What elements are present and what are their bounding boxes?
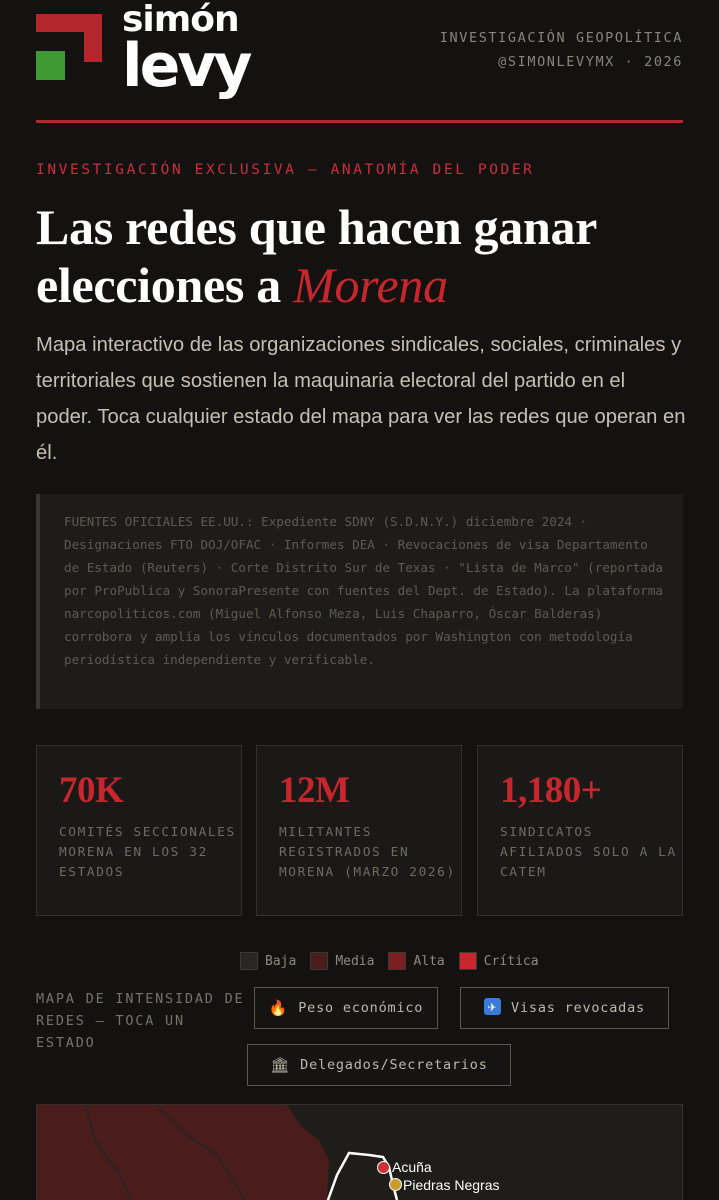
fire-icon: 🔥 [268, 999, 289, 1017]
sources-text: FUENTES OFICIALES EE.UU.: Expediente SDNY (S.D.N.Y.) diciembre 2024 · Designaciones FTO DOJ/OFAC · Informes DEA · Revocaciones de visa Departamento de Estado (Reuters) · Corte Distrito Sur de Texas · "Lista de Marco" (reportada por ProPublica y SonoraPresente con fuentes del Dept. de Estado). La plataforma narcopoliticos.com (Miguel Alfonso Meza, Luis Chaparro, Óscar Balderas) corrobora y amplía los vínculos documentados por Washington con metodología periodística independiente y verificable. [64, 514, 663, 667]
map-marker-acuna[interactable] [377, 1161, 390, 1174]
legend-label: Alta [413, 953, 445, 969]
legend-label: Crítica [483, 953, 539, 969]
button-label: Visas revocadas [511, 1000, 645, 1016]
filter-button-delegados[interactable] [247, 1044, 511, 1086]
map-border-line [319, 1153, 397, 1200]
passport-icon [484, 998, 501, 1019]
stat-label: SINDICATOS AFILIADOS SOLO A LA CATEM [500, 825, 677, 880]
interactive-map[interactable] [36, 1104, 683, 1200]
filter-button-peso-economico[interactable] [254, 987, 438, 1029]
legend-swatch [388, 952, 406, 970]
title-text: Las redes que hacen ganar elecciones a [36, 199, 597, 313]
header-meta [440, 26, 683, 74]
government-building-icon: 🏛 [270, 1056, 291, 1074]
map-marker-label: Acuña [392, 1159, 432, 1175]
legend-label: Baja [265, 953, 297, 969]
svg-text:✈: ✈ [487, 1000, 498, 1014]
map-state-region [37, 1105, 329, 1200]
header-divider [36, 120, 683, 123]
stat-value: 1,180+ [500, 770, 602, 811]
filter-button-visas-revocadas[interactable] [460, 987, 669, 1029]
logo-text-line2: levy [122, 31, 250, 101]
map-marker-piedras-negras[interactable] [389, 1178, 402, 1191]
stat-label: COMITÉS SECCIONALES MORENA EN LOS 32 ESTADOS [59, 825, 236, 880]
article-kicker: INVESTIGACIÓN EXCLUSIVA — ANATOMÍA DEL PODER [36, 162, 535, 178]
header-section-label: INVESTIGACIÓN GEOPOLÍTICA [439, 30, 683, 46]
legend-item-media [310, 952, 374, 970]
map-legend [240, 952, 539, 970]
stat-value: 70K [59, 770, 124, 811]
stat-label: MILITANTES REGISTRADOS EN MORENA (MARZO 2026) [279, 825, 456, 880]
legend-swatch [310, 952, 328, 970]
logo-text-line1: simón [122, 0, 239, 40]
article-title [36, 198, 686, 314]
map-section-label: MAPA DE INTENSIDAD DE REDES — TOCA UN ESTADO [36, 991, 245, 1051]
stat-card-sindicatos [477, 745, 683, 916]
stat-card-militantes [256, 745, 462, 916]
legend-item-baja [240, 952, 296, 970]
stat-value: 12M [279, 770, 350, 811]
logo-mark-icon [36, 14, 102, 80]
legend-swatch [459, 952, 477, 970]
stat-card-comites [36, 745, 242, 916]
header-handle: @SIMONLEVYMX · 2026 [498, 54, 683, 70]
legend-item-alta [388, 952, 444, 970]
map-svg [37, 1105, 683, 1200]
button-label: Delegados/Secretarios [300, 1057, 488, 1073]
button-label: Peso económico [298, 1000, 424, 1016]
legend-label: Media [335, 953, 375, 969]
sources-box [36, 494, 683, 709]
legend-swatch [240, 952, 258, 970]
site-header [36, 0, 683, 124]
map-marker-label: Piedras Negras [403, 1177, 500, 1193]
legend-item-critica [459, 952, 539, 970]
article-lede: Mapa interactivo de las organizaciones sindicales, sociales, criminales y territoriales que sostienen la maquinaria electoral del partido en el poder. Toca cualquier estado del mapa para ver las redes que operan en él. [36, 334, 686, 464]
title-accent: Morena [293, 257, 448, 313]
